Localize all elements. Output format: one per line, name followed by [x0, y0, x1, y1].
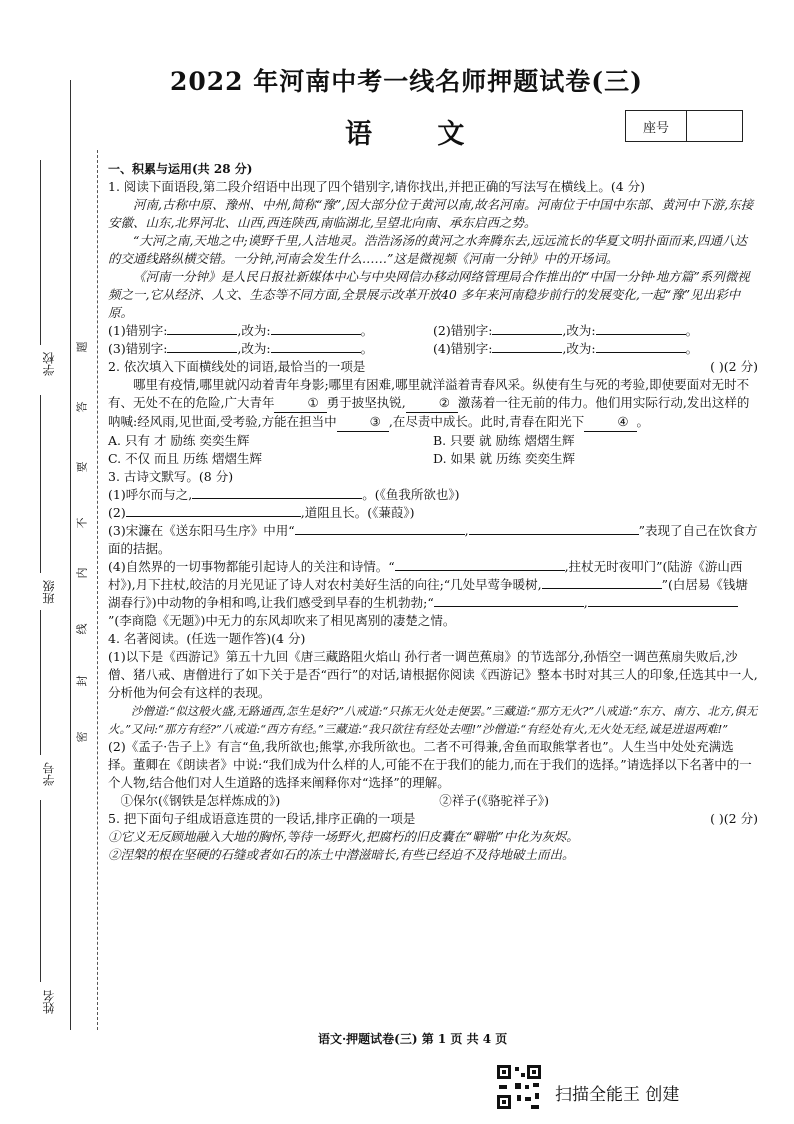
exam-title: 2022 年河南中考一线名师押题试卷(三): [170, 67, 643, 96]
q4-stem: 4. 名著阅读。(任选一题作答)(4 分): [108, 631, 306, 646]
exam-body: [108, 160, 758, 864]
q2-score: ( )(2 分): [710, 359, 758, 374]
q5-stem: 5. 把下面句子组成语意连贯的一段话,排序正确的一项是: [108, 811, 416, 826]
q3-item-3: (3)宋濂在《送东阳马生序》中用“ , ”表现了自己在饮食方面的拮据。: [108, 523, 758, 556]
seal-char: 封: [75, 675, 89, 687]
option-c[interactable]: C. 不仅 而且 历练 熠熠生辉: [108, 451, 262, 466]
seat-label: 座号: [626, 111, 687, 141]
q4-item-1: (1)以下是《西游记》第五十九回《唐三藏路阻火焰山 孙行者一调芭蕉扇》的节选部分,孙悟空一调芭蕉扇失败后,沙僧、猪八戒、唐僧进行了如下关于是否“西行”的对话,请根据你阅读《西游记》整本书时对其三人的印象,任选其中一人,分析他为何会有这样的表现。: [108, 649, 758, 700]
seat-number-box: [625, 110, 743, 142]
answer-blank[interactable]: [542, 588, 662, 589]
answer-blank[interactable]: [167, 334, 237, 335]
seal-char: 答: [75, 401, 89, 413]
q4-option-2[interactable]: ②祥子(《骆驼祥子》): [439, 793, 550, 808]
class-underline[interactable]: [40, 395, 41, 573]
number-underline[interactable]: [40, 610, 41, 755]
seal-char: 不: [75, 517, 89, 529]
option-b[interactable]: B. 只要 就 励练 熠熠生辉: [433, 433, 575, 448]
answer-blank[interactable]: [492, 334, 562, 335]
q3-stem: 3. 古诗文默写。(8 分): [108, 469, 234, 484]
answer-blank[interactable]: [295, 534, 465, 535]
number-label: 学号: [42, 762, 56, 786]
q4-item-2: (2)《孟子·告子上》有言“鱼,我所欲也;熊掌,亦我所欲也。二者不可得兼,舍鱼而取熊掌者也”。人生当中处处充满选择。董卿在《朗读者》中说:“我们成为什么样的人,可能不在于我们的能力,而在于我们的选择。”请选择以下名著中的一个人物,结合他们对人生道路的选择来阐释你对“选择”的理解。: [108, 739, 752, 790]
answer-blank[interactable]: [588, 606, 738, 607]
scanner-watermark: 扫描全能王 创建: [555, 1085, 680, 1105]
answer-blank[interactable]: [596, 352, 686, 353]
name-label: 姓名: [42, 990, 56, 1014]
q3-item-1: (1)呼尔而与之, 。(《鱼我所欲也》): [108, 487, 460, 502]
q1-paragraph-3: 《河南一分钟》是人民日报社新媒体中心与中央网信办移动网络管理局合作推出的“中国一分钟·地方篇”系列微视频之一,它从经济、人文、生态等不同方面,全景展示改革开放40 多年来河南稳步前行的发展变化,一起“豫”见出彩中原。: [108, 269, 750, 320]
q5-sentence-1: ①它义无反顾地融入大地的胸怀,等待一场野火,把腐朽的旧皮囊在“噼啪”中化为灰烬。: [108, 829, 579, 844]
subject-title: 语 文: [345, 119, 493, 150]
seal-char: 线: [75, 623, 89, 635]
answer-blank[interactable]: [126, 516, 301, 517]
q1-answer-row: (3)错别字: ,改为: 。 (4)错别字: ,改为: 。: [108, 341, 699, 356]
q1-answer-row: (1)错别字: ,改为: 。 (2)错别字: ,改为: 。: [108, 323, 699, 338]
answer-blank[interactable]: [271, 352, 361, 353]
q3-item-4: (4)自然界的一切事物都能引起诗人的关注和诗情。“ ,拄杖无时夜叩门”(陆游《游山西村》),月下拄杖,皎洁的月光见证了诗人对农村美好生活的向往;“几处早莺争暖树, ”(白居易《钱塘湖春行》)中动物的争相和鸣,让我们感受到早春的生机勃勃;“ ,”(李商隐《无题》)中无力的东风却吹来了相见离别的凄楚之情。: [108, 559, 748, 628]
answer-blank[interactable]: [271, 334, 361, 335]
seal-char: 内: [75, 567, 89, 579]
q1-paragraph-1: 河南,古称中原、豫州、中州,简称“豫”,因大部分位于黄河以南,故名河南。河南位于中国中东部、黄河中下游,东接安徽、山东,北界河北、山西,西连陕西,南临湖北,呈望北向南、承东启西之势。: [108, 197, 754, 230]
binding-solid-line: [70, 80, 71, 1030]
q5-stem-row: [108, 810, 758, 828]
q4-option-1[interactable]: ①保尔(《钢铁是怎样炼成的》): [120, 793, 281, 808]
q5-score: ( )(2 分): [710, 811, 758, 826]
answer-blank[interactable]: [395, 570, 565, 571]
binding-dashed-line: [97, 150, 98, 1030]
q4-options: [108, 792, 758, 810]
option-a[interactable]: A. 只有 才 励练 奕奕生辉: [108, 433, 250, 448]
seal-char: 密: [75, 731, 89, 743]
q2-stem: 2. 依次填入下面横线处的词语,最恰当的一项是: [108, 359, 366, 374]
section-heading: 一、积累与运用(共 28 分): [108, 162, 253, 176]
seal-char: 要: [75, 461, 89, 473]
school-underline[interactable]: [40, 160, 41, 345]
seat-input-area[interactable]: [687, 111, 742, 141]
q3-item-2: (2) ,道阻且长。(《蒹葭》): [108, 505, 415, 520]
answer-blank[interactable]: [434, 606, 584, 607]
school-label: 学校: [42, 352, 56, 376]
answer-blank[interactable]: [167, 352, 237, 353]
q2-passage: 哪里有疫情,哪里就闪动着青年身影;哪里有困难,哪里就洋溢着青春风采。纵使有生与死的考验,即使要面对无时不有、无处不在的危险,广大青年 ① 勇于披坚执锐, ② 激荡着一往无前的伟力。他们用实际行动,发出这样的呐喊:经风雨,见世面,受考验,方能在担当中 ③ ,在尽责中成长。此时,青春在阳光下 ④ 。: [108, 376, 758, 432]
q2-stem-row: [108, 358, 758, 376]
answer-blank[interactable]: [492, 352, 562, 353]
q1-stem: 1. 阅读下面语段,第二段介绍语中出现了四个错别字,请你找出,并把正确的写法写在横线上。(4 分): [108, 179, 646, 194]
class-label: 班级: [42, 580, 56, 604]
answer-blank[interactable]: [192, 498, 362, 499]
q4-quote: 沙僧道:“似这般火盛,无路通西,怎生是好?”八戒道:“只拣无火处走便罢。”三藏道:“那方无火?”八戒道:“东方、南方、北方,俱无火。”又问:“那方有经?”八戒道:“西方有经。”三藏道:“我只欲往有经处去哩!”沙僧道:“有经处有火,无火处无经,诚是进退两难!”: [108, 704, 758, 736]
seal-char: 题: [75, 341, 89, 353]
answer-blank[interactable]: [596, 334, 686, 335]
q1-paragraph-2: “大河之南,天地之中;谟野千里,人洁地灵。浩浩汤汤的黄河之水奔腾东去,远远流长的华夏文明扑面而来,四通八达的交通线路纵横交错。一分钟,河南会发生什么……”这是微视频《河南一分钟》中的开场词。: [108, 233, 747, 266]
page-footer: 语文·押题试卷(三) 第 1 页 共 4 页: [318, 1032, 508, 1046]
answer-blank[interactable]: [469, 534, 639, 535]
q2-options-row: [108, 432, 758, 450]
q2-options-row: [108, 450, 758, 468]
q5-sentence-2: ②涅槃的根在坚硬的石缝或者如石的冻土中潜滋暗长,有些已经迫不及待地破土而出。: [108, 847, 575, 862]
option-d[interactable]: D. 如果 就 历练 奕奕生辉: [433, 451, 575, 466]
name-underline[interactable]: [40, 800, 41, 982]
qr-code-icon[interactable]: [495, 1063, 543, 1111]
